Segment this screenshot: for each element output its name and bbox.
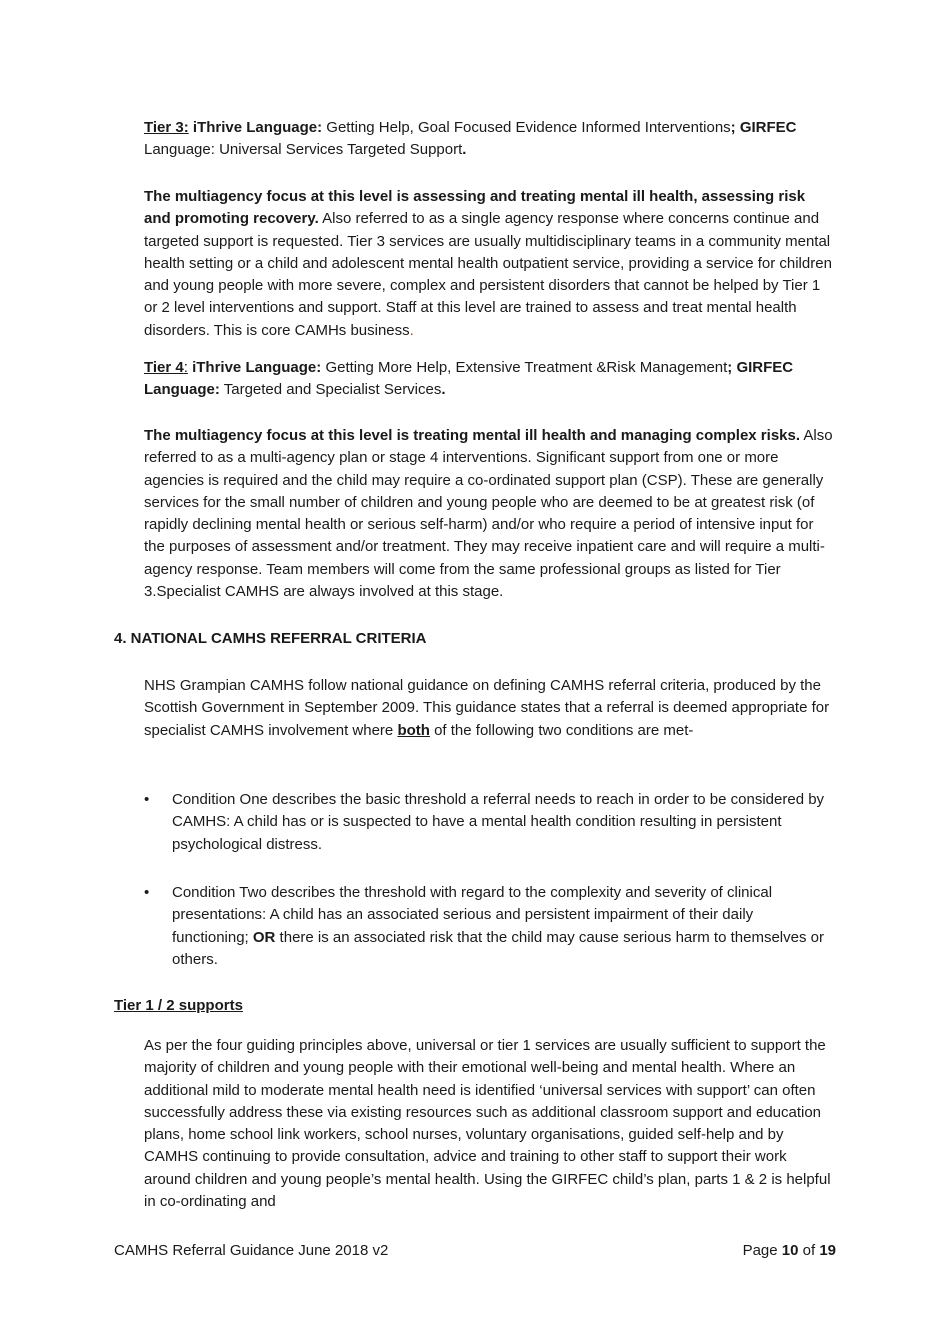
tier4-focus-paragraph — [144, 425, 834, 603]
tier3-sep: ; — [730, 119, 740, 136]
section4-intro-both: both — [397, 721, 430, 739]
tier3-focus-paragraph — [144, 186, 834, 342]
condition-two-or: OR — [252, 928, 276, 946]
footer-page-word: Page — [742, 1242, 782, 1259]
tier3-end-period: . — [462, 141, 467, 159]
tier3-focus-end: . — [409, 321, 414, 339]
section4-heading: 4. NATIONAL CAMHS REFERRAL CRITERIA — [114, 630, 427, 647]
tier12-paragraph: As per the four guiding principles above, universal or tier 1 services are usually sufficient to support the majority of children and young people with their emotional well-being and mental health. Where an additional mild to moderate mental health need is identified ‘universal services with support’ can often successfully address these via existing resources such as additional classroom support and education plans, home school link workers, school nurses, voluntary organisations, guided self-help and by CAMHS continuing to provide consultation, advice and training to other staff to support their work around children and young people’s mental health. Using the GIRFEC child’s plan, parts 1 & 2 is helpful in co-ordinating and — [144, 1037, 831, 1211]
condition-two-text — [172, 882, 832, 971]
footer-page-number — [743, 1240, 836, 1262]
bullet-icon: • — [144, 884, 150, 901]
section4-intro-b: of the following two conditions are met- — [429, 721, 694, 739]
condition-one-text: Condition One describes the basic threshold a referral needs to reach in order to be considered by CAMHS: A child has or is suspected to have a mental health condition resulting in persistent psychological distress. — [172, 791, 825, 853]
tier3-ithrive-label: iThrive Language: — [192, 119, 323, 136]
footer-of-word: of — [798, 1242, 820, 1259]
tier4-end-period: . — [441, 381, 446, 399]
tier4-focus-text: Also referred to as a multi-agency plan or stage 4 interventions. Significant support from one or more agencies is required and the child may require a co-ordinated support plan (CSP). These are generally services for the small number of children and young people who are deemed to be at greatest risk (of rapidly declining mental health or serious self-harm) and/or who require a period of intensive input for the purposes of assessment and/or treatment. They may receive inpatient care and will require a multi-agency response. Team members will come from the same professional groups as listed for Tier 3.Specialist CAMHS are always involved at this stage. — [144, 427, 833, 601]
bullet-icon: • — [144, 791, 150, 808]
tier3-girfec-label: GIRFEC — [739, 119, 797, 136]
tier4-ithrive-label: iThrive Language: — [187, 359, 322, 376]
tier3-focus-text: Also referred to as a single agency response where concerns continue and targeted support is requested. Tier 3 services are usually multidisciplinary teams in a community mental health setting or a child and adolescent mental health outpatient service, providing a service for children and young people with more severe, complex and persistent disorders that cannot be helped by Tier 1 or 2 level interventions and support. Staff at this level are trained to assess and treat mental health disorders. This is core CAMHs business — [144, 210, 832, 339]
tier12-heading: Tier 1 / 2 supports — [114, 997, 243, 1014]
tier4-colon: : — [183, 359, 188, 376]
footer-doc-title: CAMHS Referral Guidance June 2018 v2 — [114, 1242, 389, 1259]
tier4-girfec-label: GIRFEC Language: — [144, 359, 794, 399]
tier3-girfec-text: Language: Universal Services Targeted Support — [144, 141, 463, 159]
tier3-ithrive-text: Getting Help, Goal Focused Evidence Informed Interventions — [322, 119, 731, 136]
tier4-girfec-text: Targeted and Specialist Services — [219, 381, 442, 399]
tier4-ithrive-text: Getting More Help, Extensive Treatment &Risk Management — [321, 359, 728, 376]
section4-intro — [144, 675, 834, 742]
tier4-label: Tier 4 — [144, 359, 184, 376]
tier3-focus-bold: The multiagency focus at this level is assessing and treating mental ill health, assessing risk and promoting recovery. — [144, 188, 806, 228]
footer-page-total: 19 — [819, 1242, 836, 1259]
footer-page-num: 10 — [781, 1242, 799, 1259]
tier3-heading — [144, 117, 834, 162]
condition-two-text-b: there is an associated risk that the child may cause serious harm to themselves or others. — [172, 928, 824, 968]
tier3-label: Tier 3: — [144, 119, 189, 136]
condition-two-text-a: Condition Two describes the threshold with regard to the complexity and severity of clinical presentations: A child has an associated serious and persistent impairment of their daily functioning; — [172, 884, 773, 946]
tier4-sep: ; — [727, 359, 737, 376]
tier4-focus-bold: The multiagency focus at this level is treating mental ill health and managing complex risks. — [144, 427, 801, 444]
tier4-heading — [144, 357, 834, 402]
section4-intro-a: NHS Grampian CAMHS follow national guidance on defining CAMHS referral criteria, produced by the Scottish Government in September 2009. This guidance states that a referral is deemed appropriate for specialist CAMHS involvement where — [144, 677, 830, 739]
